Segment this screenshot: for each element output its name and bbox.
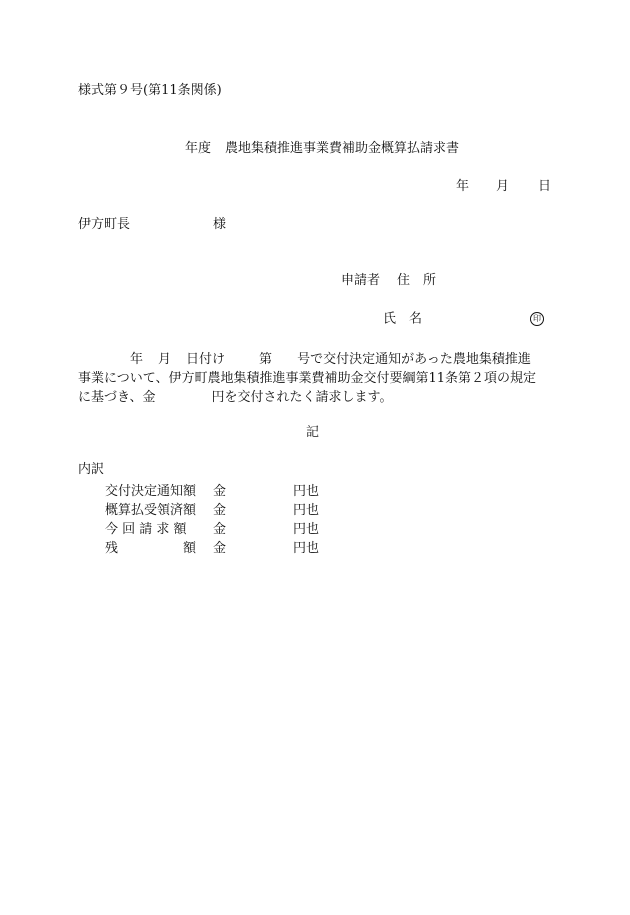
applicant-name-line (383, 312, 544, 326)
breakdown-kin: 金 (213, 503, 227, 518)
addressee (78, 218, 226, 231)
body-line-1-rest: 号で交付決定通知があった農地集積推進 (297, 352, 531, 367)
body-line-2: 事業について、伊方町農地集積推進事業費補助金交付要綱第11条第２項の規定 (78, 371, 537, 386)
date-year: 年 (456, 179, 470, 194)
seal-mark (530, 312, 544, 326)
date-month: 月 (496, 179, 510, 194)
breakdown-row (105, 539, 319, 558)
breakdown-label: 交付決定通知額 (105, 484, 197, 499)
name-label: 氏 名 (383, 311, 423, 327)
form-number: 様式第９号(第11条関係) (78, 83, 222, 98)
body-amount-prefix: に基づき、金 (78, 390, 156, 405)
breakdown-row (105, 501, 319, 520)
date-day: 日 (538, 179, 552, 194)
breakdown-kin: 金 (213, 522, 227, 537)
body-line-3-rest: 円を交付されたく請求します。 (211, 390, 393, 405)
request-body (78, 350, 552, 407)
breakdown-row (105, 482, 319, 501)
applicant-address-line (341, 274, 436, 287)
date-line (456, 180, 551, 193)
breakdown-kin: 金 (213, 541, 227, 556)
addressee-honorific: 様 (213, 217, 227, 232)
breakdown-label: 残 額 (105, 541, 197, 556)
body-number-prefix: 第 (259, 352, 273, 367)
applicant-label: 申請者 (341, 273, 381, 288)
body-line-3 (78, 388, 552, 407)
breakdown-unit: 円也 (293, 541, 320, 556)
breakdown-row (105, 520, 319, 539)
body-line-1 (78, 350, 552, 369)
breakdown-label: 今 回 請 求 額 (105, 522, 187, 537)
document-title (185, 142, 459, 155)
address-label: 住 所 (397, 273, 437, 288)
breakdown-heading: 内訳 (78, 462, 105, 477)
title-text: 農地集積推進事業費補助金概算払請求書 (225, 141, 460, 156)
breakdown-unit: 円也 (293, 503, 320, 518)
body-year: 年 (130, 352, 144, 367)
addressee-mayor: 伊方町長 (78, 217, 131, 232)
breakdown-list (105, 482, 319, 558)
breakdown-kin: 金 (213, 484, 227, 499)
title-year-label: 年度 (185, 141, 212, 156)
body-dated: 日付け (186, 352, 226, 367)
record-label: 記 (306, 425, 320, 440)
seal-icon: 印 (530, 312, 544, 326)
breakdown-label: 概算払受領済額 (105, 503, 197, 518)
breakdown-unit: 円也 (293, 484, 320, 499)
breakdown-unit: 円也 (293, 522, 320, 537)
body-month: 月 (158, 352, 172, 367)
